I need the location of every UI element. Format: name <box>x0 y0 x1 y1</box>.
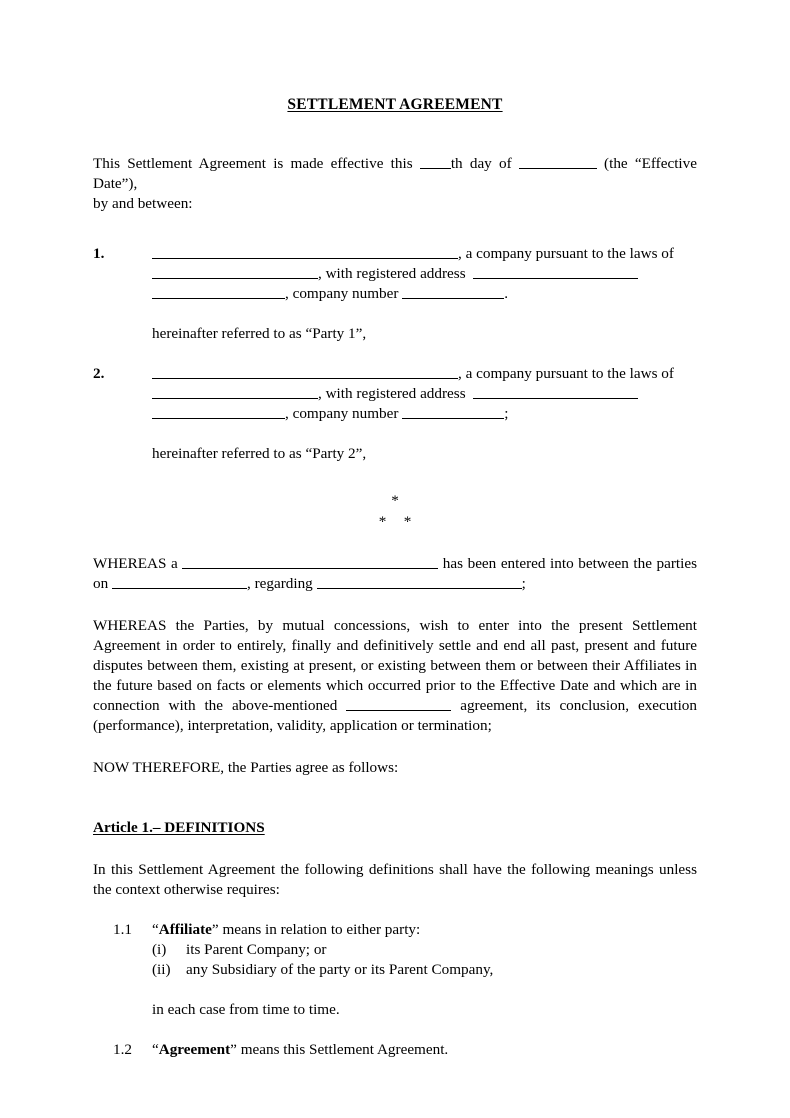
party-clause-2 <box>93 364 697 464</box>
definition-1-1-sub-i-text: its Parent Company; or <box>186 941 327 958</box>
party-1-company-number-blank[interactable] <box>402 285 504 299</box>
definition-1-2-open-quote: “ <box>152 1041 159 1058</box>
party-1-address-cont-blank[interactable] <box>152 285 285 299</box>
party-1-address-text: , with registered address <box>318 265 466 282</box>
asterisk-top: * <box>391 492 399 509</box>
definition-1-1-close-quote: ” <box>211 921 219 938</box>
recital-1-subject-blank[interactable] <box>317 575 522 589</box>
party-2-company-number-text: , company number <box>285 405 399 422</box>
definition-1-1-text: means in relation to either party: <box>218 921 421 938</box>
recital-whereas-agreement <box>93 554 697 594</box>
party-2-company-number-blank[interactable] <box>402 405 504 419</box>
recital-2-part2: agreement, its conclusion, execution (performance), interpretation, validity, application or termination; <box>93 697 697 734</box>
party-1-body <box>152 244 697 304</box>
party-2-number: 2. <box>93 365 105 382</box>
recital-1-lead: WHEREAS a <box>93 555 183 572</box>
definition-1-2-text: means this Settlement Agreement. <box>236 1041 449 1058</box>
party-1-number: 1. <box>93 245 105 262</box>
definition-1-1-closing: in each case from time to time. <box>152 1001 340 1018</box>
definition-1-1-number: 1.1 <box>113 921 132 938</box>
page-title-text: SETTLEMENT AGREEMENT <box>287 96 503 113</box>
recital-1-agreement-blank[interactable] <box>182 555 438 569</box>
definition-1-2-close-quote: ” <box>230 1041 237 1058</box>
party-2-body <box>152 364 697 424</box>
party-2-terminator: ; <box>504 405 509 422</box>
definition-1-1-sub-i <box>152 940 697 960</box>
party-1-country-blank[interactable] <box>152 265 318 279</box>
intro-text-before-day: This Settlement Agreement is made effective this <box>93 155 420 172</box>
asterisk-bottom-left: * <box>378 513 387 530</box>
definition-1-1-term: Affiliate <box>158 921 212 938</box>
party-1-hereinafter: hereinafter referred to as “Party 1”, <box>152 325 367 342</box>
party-1-laws-text: , a company pursuant to the laws of <box>458 245 674 262</box>
recital-2-part1: WHEREAS the Parties, by mutual concessions, wish to enter into the present Settlement Agreement in order to entirely, finally and definitively settle and end all past, present and future disputes between them, existing at present, or existing between them or between their Affiliates in the future based on facts or elements which occurred prior to the Effective Date and which are in connection with the above-mentioned <box>93 617 697 714</box>
day-blank[interactable] <box>420 155 451 169</box>
asterisk-bottom-row <box>93 511 697 532</box>
party-1-company-number-text: , company number <box>285 285 399 302</box>
party-2-name-blank[interactable] <box>152 365 458 379</box>
party-2-address-cont-blank[interactable] <box>152 405 285 419</box>
party-1-name-blank[interactable] <box>152 245 458 259</box>
article-1-heading <box>93 818 697 838</box>
asterisk-bottom-right: * <box>403 513 412 530</box>
definition-1-1-body <box>152 920 697 940</box>
party-2-laws-text: , a company pursuant to the laws of <box>458 365 674 382</box>
recital-whereas-parties <box>93 616 697 736</box>
party-2-hereinafter: hereinafter referred to as “Party 2”, <box>152 445 367 462</box>
definition-1-1 <box>93 920 697 1020</box>
intro-second-line: by and between: <box>93 195 193 212</box>
definition-1-2-body <box>152 1040 697 1060</box>
definitions-lead-in: In this Settlement Agreement the following definitions shall have the following meanings unless the context otherwise requires: <box>93 861 697 898</box>
recital-2-agreement-blank[interactable] <box>346 697 451 711</box>
intro-text-after-day: th day of <box>450 155 519 172</box>
recital-1-date-blank[interactable] <box>112 575 247 589</box>
article-1-heading-text: Article 1.– DEFINITIONS <box>93 819 265 836</box>
definition-1-2-term: Agreement <box>158 1041 231 1058</box>
party-1-terminator: . <box>504 285 509 302</box>
definition-1-1-open-quote: “ <box>152 921 159 938</box>
party-2-country-blank[interactable] <box>152 385 318 399</box>
party-clause-1 <box>93 244 697 344</box>
definition-1-2 <box>93 1040 697 1060</box>
asterisk-separator <box>93 490 697 532</box>
recital-1-terminator: ; <box>521 575 526 592</box>
party-1-address-blank[interactable] <box>473 265 638 279</box>
definition-1-1-sub-ii-text: any Subsidiary of the party or its Parent Company, <box>186 961 494 978</box>
recital-1-middle: has been entered into between the parties on <box>93 555 697 592</box>
intro-text-effective-date: (the “Effective Date”), <box>93 155 697 192</box>
party-2-address-blank[interactable] <box>473 385 638 399</box>
document-body <box>93 0 697 1060</box>
recital-1-after-date: , regarding <box>246 575 317 592</box>
now-therefore-paragraph: NOW THEREFORE, the Parties agree as follows: <box>93 759 399 776</box>
page-title <box>93 0 697 114</box>
intro-paragraph <box>93 154 697 194</box>
definition-1-1-sub-ii-label: (ii) <box>152 961 171 978</box>
definition-1-1-sub-ii <box>152 960 697 980</box>
definition-1-2-number: 1.2 <box>113 1041 132 1058</box>
definition-1-1-sub-i-label: (i) <box>152 941 167 958</box>
party-2-address-text: , with registered address <box>318 385 466 402</box>
month-blank[interactable] <box>519 155 597 169</box>
